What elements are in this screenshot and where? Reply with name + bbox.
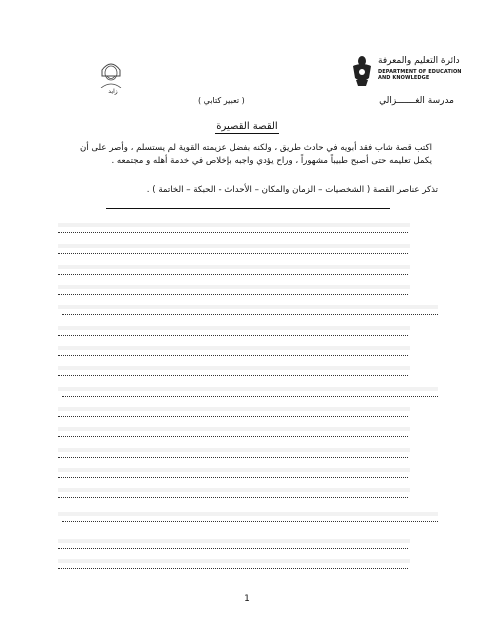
writing-line[interactable]: [58, 568, 408, 569]
writing-line[interactable]: [58, 375, 408, 376]
elements-underline: [106, 208, 390, 209]
department-name-arabic: دائرة التعليم والمعرفة: [378, 56, 460, 66]
writing-line[interactable]: [58, 232, 408, 233]
writing-line[interactable]: [58, 416, 408, 417]
line-band: [58, 512, 438, 516]
portrait-caption: زايد: [108, 88, 118, 95]
line-band: [58, 285, 410, 289]
writing-prompt: [62, 142, 432, 168]
writing-line[interactable]: [58, 457, 408, 458]
writing-line[interactable]: [58, 274, 408, 275]
line-band: [58, 387, 438, 391]
writing-line[interactable]: [58, 497, 408, 498]
writing-line[interactable]: [62, 314, 438, 315]
line-band: [58, 223, 410, 227]
line-band: [58, 559, 410, 563]
prompt-line-1: اكتب قصة شاب فقد أبويه في حادث طريق ، ولكنه بفضل عزيمته القوية لم يستسلم ، وأصر على أن: [79, 143, 432, 153]
line-band: [58, 539, 410, 543]
line-band: [58, 448, 410, 452]
story-elements-note: تذكر عناصر القصة ( الشخصيات – الزمان والمكان – الأحداث - الحبكة – الخاتمة ) .: [146, 185, 438, 195]
department-name-line2: AND KNOWLEDGE: [378, 75, 430, 81]
writing-line[interactable]: [58, 253, 408, 254]
title-underline: [215, 133, 279, 134]
portrait-icon: [98, 58, 124, 88]
page-title: القصة القصيرة: [216, 121, 278, 132]
line-band: [58, 407, 410, 411]
writing-line[interactable]: [62, 521, 438, 522]
writing-line[interactable]: [62, 396, 438, 397]
writing-line[interactable]: [58, 548, 408, 549]
line-band: [58, 305, 438, 309]
school-name: مدرسة الغـــــــزالي: [379, 96, 454, 106]
line-band: [58, 468, 410, 472]
line-band: [58, 488, 410, 492]
line-band: [58, 326, 410, 330]
writing-line[interactable]: [58, 477, 408, 478]
prompt-line-2: يكمل تعليمه حتى أصبح طبيباً مشهوراً ، وراح يؤدي واجبه بإخلاص في خدمة أهله و مجتمعه .: [111, 156, 432, 166]
department-name-line1: DEPARTMENT OF EDUCATION: [378, 69, 462, 75]
writing-line[interactable]: [58, 355, 408, 356]
document-type: ( تعبير كتابي ): [198, 96, 245, 105]
line-band: [58, 346, 410, 350]
line-band: [58, 265, 410, 269]
falcon-emblem-icon: [350, 54, 374, 88]
writing-line[interactable]: [58, 335, 408, 336]
page-number: 1: [244, 594, 250, 604]
writing-line[interactable]: [58, 294, 408, 295]
line-band: [58, 427, 410, 431]
line-band: [58, 366, 410, 370]
line-band: [58, 244, 410, 248]
department-name-english: [378, 69, 462, 81]
writing-line[interactable]: [58, 436, 408, 437]
